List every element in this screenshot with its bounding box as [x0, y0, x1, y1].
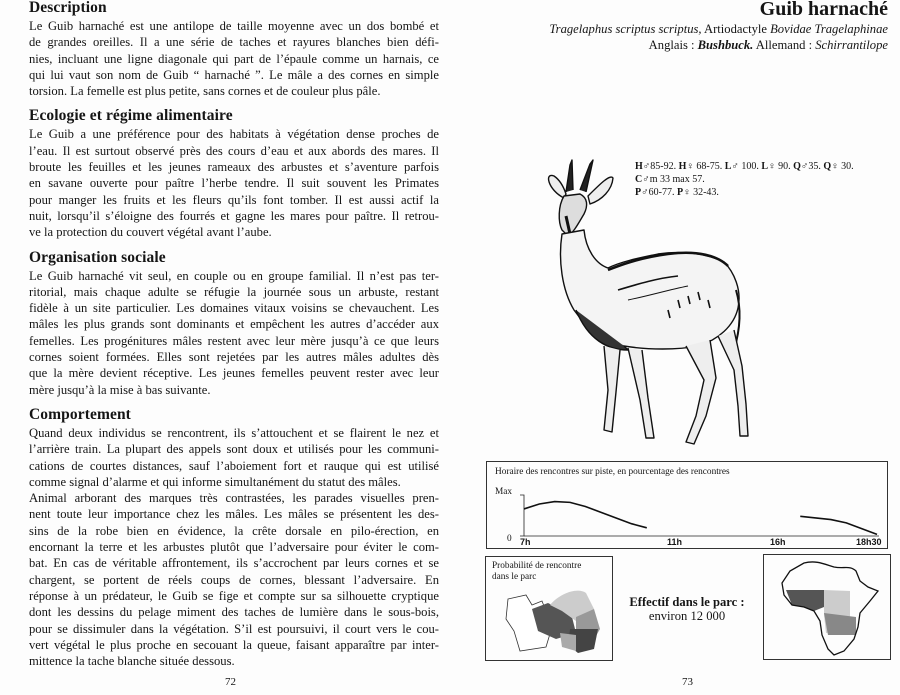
measurement-key: Q [823, 161, 832, 172]
german-name: Schirrantilope [815, 38, 888, 52]
family: Bovidae Tragelaphinae [770, 22, 888, 36]
text-line: nuit, lorsqu’il s’éloigne des fourrés et gagne les mares pour paître. Il retrou- [29, 208, 439, 223]
bushbuck-illustration [528, 150, 768, 450]
section-heading: Ecologie et régime alimentaire [29, 107, 233, 125]
measurement-key: L [761, 161, 769, 172]
section-body [29, 425, 439, 669]
measurement-value: ♀ 32-43. [683, 187, 719, 198]
horn-right [580, 160, 593, 192]
text-line: torsion. La femelle est plus petite, sans cornes et de couleur plus pâle. [29, 84, 381, 99]
common-names-line [649, 38, 888, 53]
series-line-evening [800, 516, 877, 534]
text-line: cations de courtes distances, sauf l’aboiement fort et rauque qui est utilisé [29, 458, 439, 473]
measurement-value: ♂ 100. [731, 161, 762, 172]
section-heading: Comportement [29, 405, 131, 423]
page-number-left: 72 [225, 676, 236, 688]
front-leg-left [604, 346, 620, 432]
measurement-key: P [676, 187, 684, 198]
section-heading: Description [29, 0, 107, 16]
text-line: pour se dissimuler dans la végétation. S’il est poursuivi, il court vers le cou- [29, 621, 439, 636]
order: Artiodactyle [701, 22, 771, 36]
text-line: Animal arborant des marques très contrastées, les parades visuelles pren- [29, 491, 439, 506]
measurement-value: ♀ 68-75. [686, 161, 725, 172]
front-leg-right [628, 348, 654, 438]
text-line: réponse à un prédateur, le Guib se fige et compte sur sa silhouette cryptique [29, 588, 439, 603]
text-line: ritorial, mais chaque adulte se réfugie la journée sous un arbuste, restant [29, 284, 439, 299]
text-line: en savane ouverte pour paître l’herbe tendre. Il suit souvent les Primates [29, 176, 439, 191]
text-line: nent toute leur importance chez les mâles. Les mâles se présentent les des- [29, 507, 439, 522]
section-body [29, 268, 439, 398]
text-line: Le Guib harnaché vit seul, en couple ou en groupe familial. Il n’est pas ter- [29, 268, 439, 283]
text-line: l’eau. Il est surtout observé près des cours d’eau et aux abords des mares. Il [29, 143, 439, 158]
measurement-key: H [678, 161, 687, 172]
text-line: femelles. Les progénitures mâles restent avec leur mère jusqu’à ce que leurs [29, 333, 439, 348]
horn-left [566, 160, 573, 192]
measurement-key: C [635, 174, 643, 185]
population-value: environ 12 000 [648, 609, 726, 623]
text-line: bat. En cas de véritable affrontement, ils s’accrochent par leurs cornes et se [29, 556, 439, 571]
text-line: comme signal d’alarme et qui informe simultanément du statut des mâles. [29, 474, 401, 489]
x-tick-7h: 7h [520, 537, 531, 547]
text-line: de grandes oreilles. Il a une série de taches et rayures blanches bien défi- [29, 35, 439, 50]
section-body [29, 126, 439, 240]
text-line: vert végétal le plus proche en secouant la queue, faisant apparaître par inter- [29, 637, 439, 652]
species-title: Guib harnaché [759, 0, 888, 20]
park-map-caption-1: Probabilité de rencontre [492, 561, 582, 571]
measurement-value: ♂35. [800, 161, 824, 172]
ear-left [549, 175, 566, 198]
chart-title: Horaire des rencontres sur piste, en pourcentage des rencontres [495, 467, 730, 477]
series-line-morning [524, 502, 647, 528]
ear-right [588, 177, 613, 204]
y-tick-zero: 0 [507, 534, 512, 544]
africa-map-box [763, 554, 891, 660]
measurement-key: L [724, 161, 732, 172]
text-line: fidèle à un site particulier. Les domaines vitaux voisins se chevauchent. Les [29, 301, 439, 316]
text-line: cornes soient formées. Elles sont rejetées par les autres mâles adultes dès [29, 350, 439, 365]
text-line: l’arrière train. La plupart des appels sont doux et utilisés pour les communi- [29, 442, 439, 457]
text-line: encornant la terre et les arbustes plutôt que l’adversaire pour éviter le com- [29, 540, 439, 555]
scientific-name: Tragelaphus scriptus scriptus, [549, 22, 702, 36]
text-line: dont les dessins du pelage miment des taches de lumière dans le sous-bois, [29, 605, 439, 620]
measurement-value: ♀ 30. [831, 161, 854, 172]
text-line: sins de la robe bien en évidence, la crête dorsale en pilo-érection, en [29, 523, 439, 538]
measurement-value: ♀ 90. [768, 161, 794, 172]
scientific-line [549, 22, 888, 37]
park-map-box [485, 556, 613, 661]
text-line: ve la protection du couvert végétal avant l’aube. [29, 225, 272, 240]
text-line: mittence la tache blanche située dessous. [29, 654, 235, 669]
text-line: Le Guib harnaché est une antilope de taille moyenne avec un dos bombé et [29, 19, 439, 33]
english-name: Bushbuck. [697, 38, 754, 52]
park-map [486, 557, 612, 660]
measurement-value: ♂85-92. [642, 161, 679, 172]
activity-chart [486, 461, 888, 549]
text-line: pour manger les fruits et les fleurs qu’ils font tomber. Il est aussi actif la [29, 192, 439, 207]
x-tick-18h30: 18h30 [856, 537, 882, 547]
y-axis [520, 495, 524, 536]
text-line: broute les feuilles et les jeunes rameaux des arbustes et s’aventure parfois [29, 160, 439, 175]
text-line: Le Guib a une préférence pour des habitats à végétation dense proches de [29, 127, 439, 142]
population-label: Effectif dans le parc : [629, 595, 745, 609]
hind-leg-right [718, 330, 748, 436]
measurement-key: P [635, 187, 642, 198]
y-tick-max: Max [495, 487, 513, 497]
text-line: chargent, se portent de réels coups de cornes, blessant l’adversaire. En [29, 572, 439, 587]
africa-map [764, 555, 890, 659]
range-south [824, 613, 856, 635]
measurement-key: H [635, 161, 643, 172]
page-number-right: 73 [682, 676, 693, 688]
german-label: Allemand : [753, 38, 816, 52]
park-zone-south [560, 633, 576, 651]
x-tick-11h: 11h [667, 537, 683, 547]
text-line: mère jusqu’à la mise à bas suivante. [29, 382, 211, 397]
text-line: nies, incluant une ligne diagonale qui part de l’épaule comme un harnais, ce [29, 51, 439, 66]
hind-leg-left [686, 340, 716, 444]
chart-plot [487, 462, 887, 548]
measurement-value: ♂60-77. [641, 187, 677, 198]
text-line: qui lui vaut son nom de Guib “ harnaché ”. Le mâle a des cornes en simple [29, 67, 439, 82]
measurement-value: ♂m 33 max 57. [642, 174, 705, 185]
english-label: Anglais : [648, 38, 698, 52]
section-body [29, 18, 439, 99]
population-block [612, 595, 762, 623]
park-map-caption-2: dans le parc [492, 572, 537, 582]
measurement-key: Q [793, 161, 801, 172]
text-line: que la mère devient réceptive. Les jeunes femelles peuvent rester avec leur [29, 366, 439, 381]
x-tick-16h: 16h [770, 537, 786, 547]
text-line: mâles les plus grands sont dominants et empêchent les autres d’accéder aux [29, 317, 439, 332]
left-column [29, 0, 439, 669]
section-heading: Organisation sociale [29, 248, 166, 266]
text-line: Quand deux individus se rencontrent, ils s’attouchent et se flairent le nez et [29, 425, 439, 440]
